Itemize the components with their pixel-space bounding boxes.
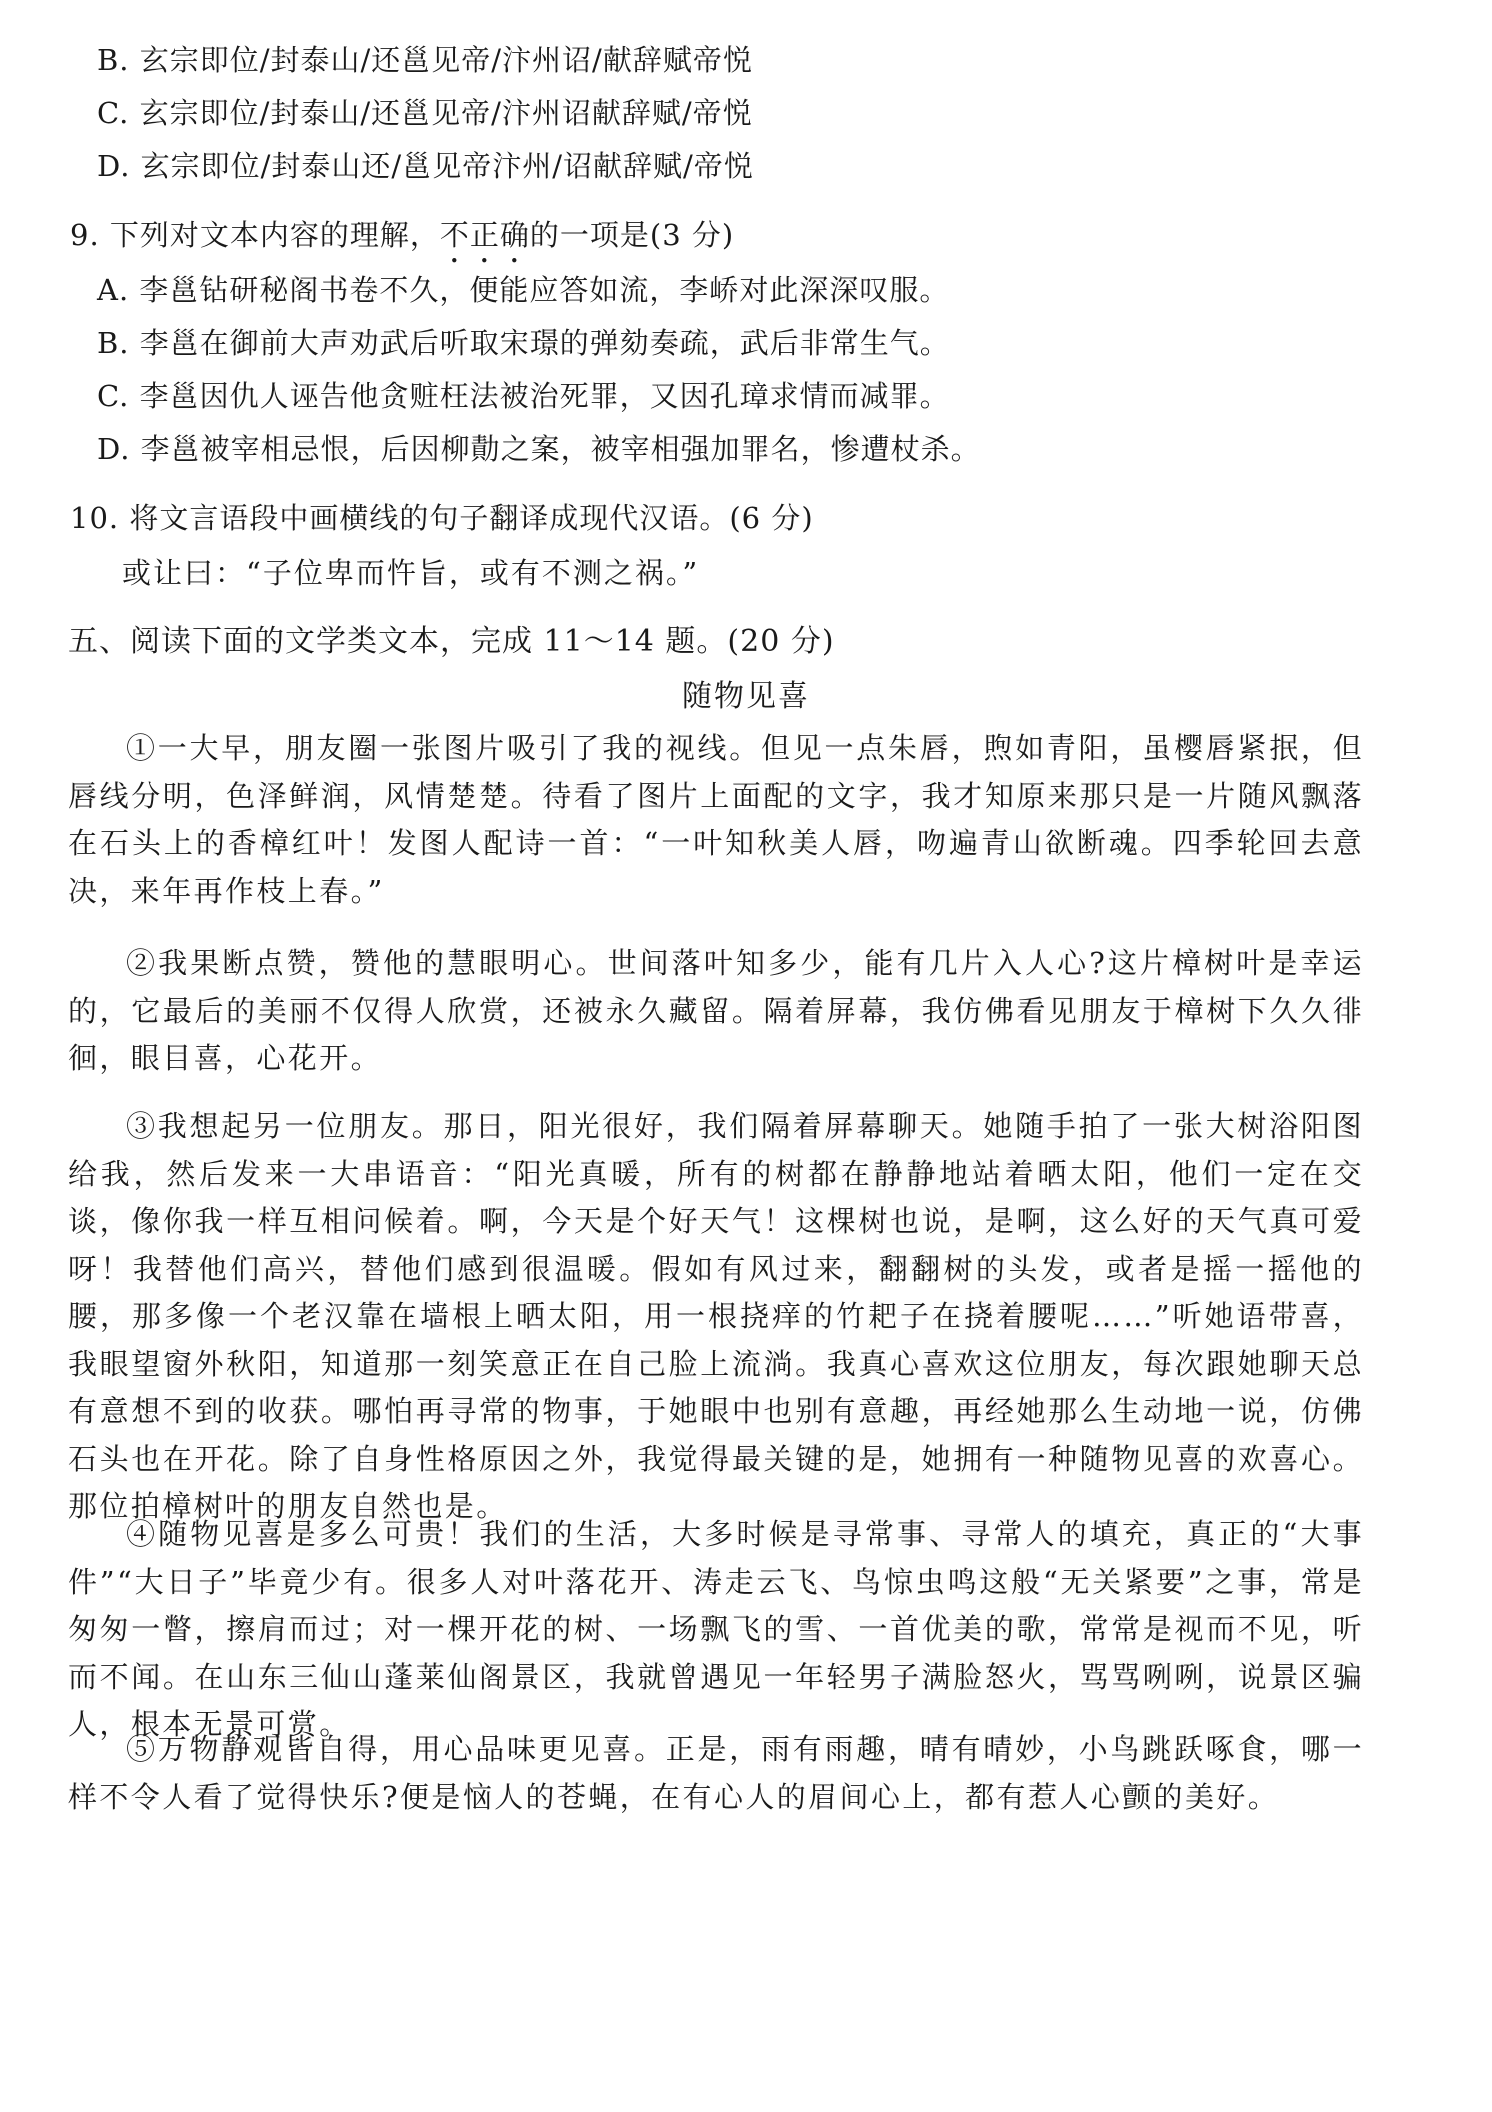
- q9-stem-suffix: 的一项是(3 分): [529, 218, 735, 252]
- q9-stem-prefix: 9. 下列对文本内容的理解，: [70, 218, 440, 252]
- essay-title: 随物见喜: [682, 679, 810, 714]
- q10-quote: 或让曰：“子位卑而忤旨，或有不测之祸。”: [122, 556, 700, 590]
- q9-option-c: C. 李邕因仇人诬告他贪赃枉法被治死罪，又因孔璋求情而减罪。: [97, 379, 950, 413]
- q9-option-b: B. 李邕在御前大声劝武后听取宋璟的弹劾奏疏，武后非常生气。: [97, 326, 950, 360]
- essay-paragraph-2: ②我果断点赞，赞他的慧眼明心。世间落叶知多少，能有几片入人心?这片樟树叶是幸运的，它最后的美丽不仅得人欣赏，还被永久藏留。隔着屏幕，我仿佛看见朋友于樟树下久久徘徊，眼目喜，心花开。: [68, 946, 1364, 1075]
- essay-paragraph-3: ③我想起另一位朋友。那日，阳光很好，我们隔着屏幕聊天。她随手拍了一张大树浴阳图给我，然后发来一大串语音：“阳光真暖，所有的树都在静静地站着晒太阳，他们一定在交谈，像你我一样互相问候着。啊，今天是个好天气！这棵树也说，是啊，这么好的天气真可爱呀！我替他们高兴，替他们感到很温暖。假如有风过来，翻翻树的头发，或者是摇一摇他的腰，那多像一个老汉靠在墙根上晒太阳，用一根挠痒的竹耙子在挠着腰呢……”听她语带喜，我眼望窗外秋阳，知道那一刻笑意正在自己脸上流淌。我真心喜欢这位朋友，每次跟她聊天总有意想不到的收获。哪怕再寻常的物事，于她眼中也别有意趣，再经她那么生动地一说，仿佛石头也在开花。除了自身性格原因之外，我觉得最关键的是，她拥有一种随物见喜的欢喜心。那位拍樟树叶的朋友自然也是。: [68, 1109, 1364, 1523]
- q8-option-c: C. 玄宗即位/封泰山/还邕见帝/汴州诏献辞赋/帝悦: [97, 96, 753, 130]
- essay-paragraph-1: ①一大早，朋友圈一张图片吸引了我的视线。但见一点朱唇，煦如青阳，虽樱唇紧抿，但唇线分明，色泽鲜润，风情楚楚。待看了图片上面配的文字，我才知原来那只是一片随风飘落在石头上的香樟红叶！发图人配诗一首：“一叶知秋美人唇，吻遍青山欲断魂。四季轮回去意决，来年再作枝上春。”: [68, 731, 1364, 908]
- essay-paragraph-5: ⑤万物静观皆自得，用心品味更见喜。正是，雨有雨趣，晴有晴妙，小鸟跳跃啄食，哪一样不令人看了觉得快乐?便是恼人的苍蝇，在有心人的眉间心上，都有惹人心颤的美好。: [68, 1732, 1364, 1814]
- q9-stem-emphasis: 不正确: [439, 218, 530, 252]
- q9-stem: [70, 215, 734, 270]
- essay-paragraph-4: ④随物见喜是多么可贵！我们的生活，大多时候是寻常事、寻常人的填充，真正的“大事件”“大日子”毕竟少有。很多人对叶落花开、涛走云飞、鸟惊虫鸣这般“无关紧要”之事，常是匆匆一瞥，擦肩而过；对一棵开花的树、一场飘飞的雪、一首优美的歌，常常是视而不见，听而不闻。在山东三仙山蓬莱仙阁景区，我就曾遇见一年轻男子满脸怒火，骂骂咧咧，说景区骗人，根本无景可赏。: [68, 1517, 1364, 1741]
- q8-option-b: B. 玄宗即位/封泰山/还邕见帝/汴州诏/献辞赋帝悦: [97, 43, 753, 77]
- q9-option-d: D. 李邕被宰相忌恨，后因柳勣之案，被宰相强加罪名，惨遭杖杀。: [97, 432, 981, 466]
- q10-stem: 10. 将文言语段中画横线的句子翻译成现代汉语。(6 分): [70, 501, 814, 535]
- q9-option-a: A. 李邕钻研秘阁书卷不久，便能应答如流，李峤对此深深叹服。: [97, 273, 950, 307]
- section5-heading: 五、阅读下面的文学类文本，完成 11～14 题。(20 分): [68, 624, 835, 659]
- q8-option-d: D. 玄宗即位/封泰山还/邕见帝汴州/诏献辞赋/帝悦: [97, 149, 754, 183]
